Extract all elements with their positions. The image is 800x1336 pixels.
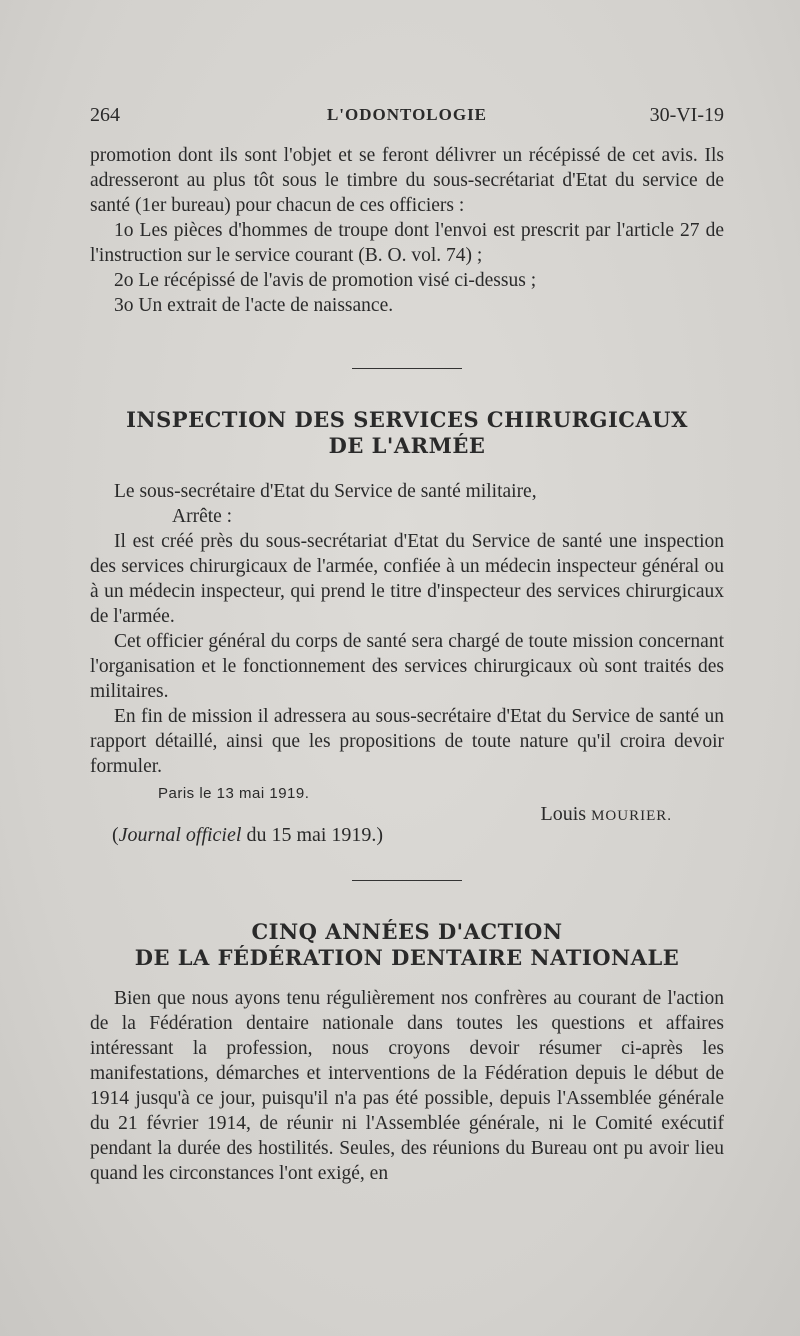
section-divider bbox=[352, 880, 462, 881]
list-item: 2o Le récépissé de l'avis de promotion visé ci-dessus ; bbox=[114, 270, 537, 291]
signature-last: MOURIER. bbox=[591, 808, 672, 824]
running-head bbox=[90, 104, 724, 132]
list-item: 1o Les pièces d'hommes de troupe dont l'envoi est prescrit par l'article 27 de l'instruction sur le service courant (B. O. vol. 74) ; bbox=[90, 220, 724, 266]
heading-line: DE L'ARMÉE bbox=[328, 433, 486, 458]
preamble: Le sous-secrétaire d'Etat du Service de santé militaire, bbox=[114, 481, 537, 502]
heading-line: INSPECTION DES SERVICES CHIRURGICAUX bbox=[126, 407, 688, 432]
decree: Arrête : bbox=[172, 506, 233, 527]
place-date: Paris le 13 mai 1919. bbox=[158, 785, 310, 802]
paragraph: promotion dont ils sont l'objet et se feront délivrer un récépissé de cet avis. Ils adresseront au plus tôt sous le timbre du sous-secrétariat d'Etat du service de santé (1er bureau) pour chacun de ces officiers : bbox=[90, 145, 724, 216]
paragraph: En fin de mission il adressera au sous-secrétaire d'Etat du Service de santé un rapport détaillé, ainsi que les propositions de toute nature qu'il croira devoir formuler. bbox=[90, 706, 724, 777]
list-item: 3o Un extrait de l'acte de naissance. bbox=[114, 295, 394, 316]
section-3 bbox=[90, 986, 724, 1186]
section-heading bbox=[90, 407, 724, 459]
signature bbox=[541, 803, 672, 826]
heading-line: CINQ ANNÉES D'ACTION bbox=[251, 919, 563, 944]
paragraph: Cet officier général du corps de santé sera chargé de toute mission concernant l'organisation et le fonctionnement des services chirurgicaux où sont traités des militaires. bbox=[90, 631, 724, 702]
journal-name: Journal officiel bbox=[118, 824, 242, 846]
section-heading bbox=[90, 919, 724, 971]
section-2 bbox=[90, 479, 724, 779]
paragraph: Il est créé près du sous-secrétariat d'Etat du Service de santé une inspection des services chirurgicaux de l'armée, confiée à un médecin inspecteur général ou à un médecin inspecteur, qui prend le titre d'inspecteur des services chirurgicaux de l'armée. bbox=[90, 531, 724, 627]
journal-date: du 15 mai 1919.) bbox=[246, 824, 384, 846]
heading-line: DE LA FÉDÉRATION DENTAIRE NATIONALE bbox=[134, 945, 680, 970]
section-1 bbox=[90, 143, 724, 318]
issue-date: 30-VI-19 bbox=[649, 104, 724, 126]
journal-title: L'ODONTOLOGIE bbox=[326, 105, 488, 124]
section-divider bbox=[352, 368, 462, 369]
page-number: 264 bbox=[90, 104, 120, 126]
journal-reference: (Journal officiel du 15 mai 1919.) bbox=[112, 824, 384, 846]
signature-first: Louis bbox=[540, 803, 587, 825]
paragraph: Bien que nous ayons tenu régulièrement nos confrères au courant de l'action de la Fédération dentaire nationale dans toutes les questions et affaires intéressant la profession, nous croyons devoir résumer ci-après les manifestations, démarches et interventions de la Fédération depuis le début de 1914 jusqu'à ce jour, puisqu'il n'a pas été possible, depuis l'Assemblée générale du 21 février 1914, de réunir ni l'Assemblée générale, ni le Comité exécutif pendant la durée des hostilités. Seules, des réunions du Bureau ont pu avoir lieu quand les circonstances l'ont exigé, en bbox=[90, 988, 724, 1184]
